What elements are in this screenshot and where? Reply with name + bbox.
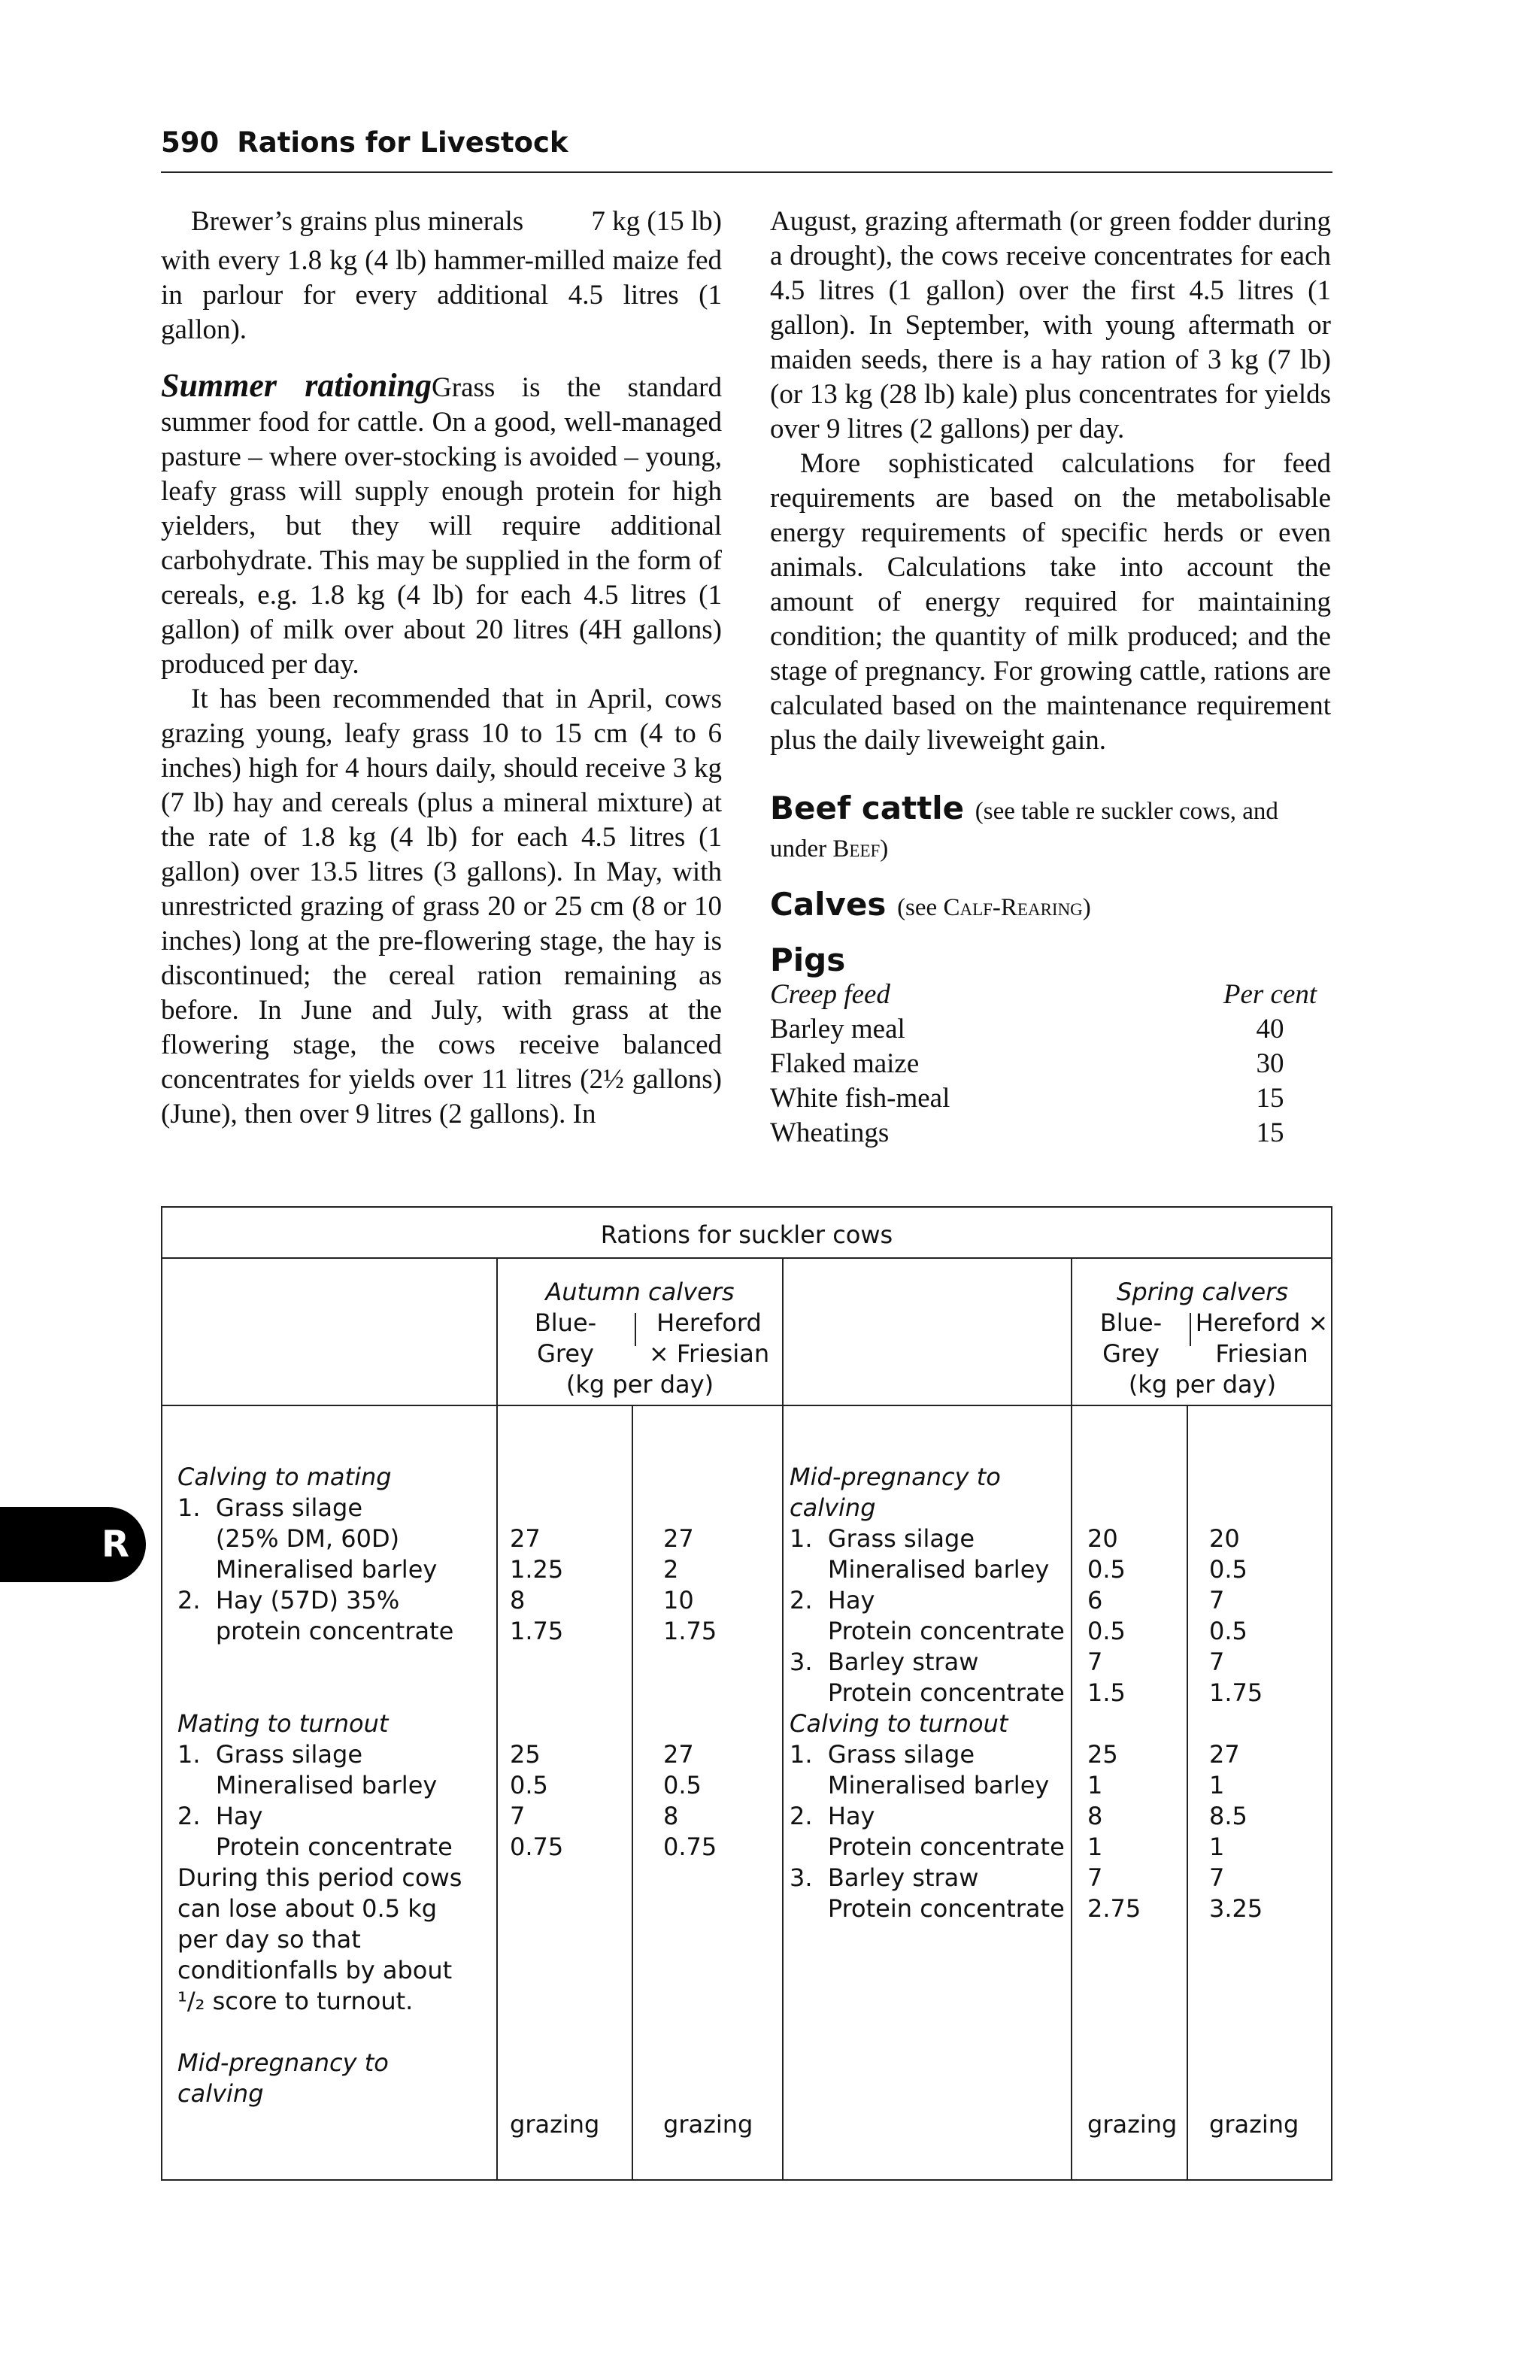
- table-row-label: 2. Hay (57D) 35%: [177, 1586, 400, 1614]
- pigs-heading: Pigs: [770, 941, 846, 978]
- table-row-label: Calving to mating: [177, 1463, 392, 1491]
- table-row-label: calving: [790, 1493, 876, 1522]
- calves-heading-text: Calves: [770, 886, 887, 923]
- table-row-label: per day so that: [177, 1925, 361, 1954]
- spring-col2-line2: Friesian: [1215, 1339, 1308, 1368]
- table-cell-col2: grazing: [1209, 2110, 1299, 2139]
- pigs-row: [770, 1081, 1326, 1116]
- table-cell-col2: 0.5: [1209, 1617, 1247, 1645]
- table-row-label: 1. Grass silage: [177, 1740, 363, 1769]
- left-column: [161, 205, 722, 1132]
- spring-header: [1072, 1277, 1332, 1308]
- pigs-item: Wheatings: [770, 1117, 890, 1148]
- maize-paragraph: with every 1.8 kg (4 lb) hammer-milled maize fed in parlour for every additional 4.5 litres (1 gallon).: [161, 245, 722, 345]
- pigs-row: [770, 1047, 1326, 1081]
- running-head: [161, 126, 587, 159]
- table-row-label: ¹/₂ score to turnout.: [177, 1987, 414, 2015]
- page-number: 590: [161, 126, 220, 159]
- table-row-label: Mineralised barley: [177, 1555, 438, 1584]
- table-row-label: can lose about 0.5 kg: [177, 1894, 438, 1923]
- table-row-label: 3. Barley straw: [790, 1648, 979, 1676]
- table-cell-col1: 7: [510, 1802, 526, 1830]
- table-cell-col2: 1.75: [1209, 1678, 1263, 1707]
- summer-text: Grass is the standard summer food for cattle. On a good, well-managed pasture – where over-stocking is avoided – young, leafy grass will supply enough protein for high yielders, but they will require additional carbohydrate. This may be supplied in the form of cereals, e.g. 1.8 kg (4 lb) for each 4.5 litres (1 gallon) of milk over about 20 litres (4H gallons) produced per day.: [161, 372, 722, 680]
- table-row-label: Mating to turnout: [177, 1709, 389, 1738]
- table-row-label: Protein concentrate: [177, 1833, 453, 1861]
- table-cell-col2: 7: [1209, 1863, 1225, 1892]
- table-cell-col2: 3.25: [1209, 1894, 1263, 1923]
- autumn-col1-header: [498, 1308, 633, 1369]
- april-paragraph: It has been recommended that in April, cows grazing young, leafy grass 10 to 15 cm (4 to 6 inches) high for 4 hours daily, should receive 3 kg (7 lb) hay and cereals (plus a mineral mixture) at the rate of 1.8 kg (4 lb) for each 4.5 litres (1 gallon) over 13.5 litres (3 gallons). In May, with unrestricted grazing of grass 20 or 25 cm (8 or 10 inches) long at the pre-flowering stage, the hay is discontinued; the cereal ration remaining as before. In June and July, with grass at the flowering stage, the cows receive balanced concentrates for yields over 11 litres (2½ gallons) (June), then over 9 litres (2 gallons). In: [161, 684, 722, 1129]
- table-cell-col1: 1.25: [510, 1555, 564, 1584]
- calves-heading: [770, 887, 1331, 925]
- table-cell-col2: 8.5: [1209, 1802, 1247, 1830]
- spring-col2-line1: Hereford ×: [1195, 1308, 1329, 1337]
- table-cell-col2: 0.75: [663, 1833, 717, 1861]
- running-title: Rations for Livestock: [237, 126, 568, 159]
- table-row-label: Protein concentrate: [790, 1894, 1065, 1923]
- section-thumb-tab: [0, 1507, 146, 1582]
- spring-col1-line1: Blue-: [1099, 1308, 1163, 1337]
- suckler-cows-table: [161, 1206, 1332, 2181]
- table-row-label: During this period cows: [177, 1863, 462, 1892]
- table-cell-col2: 8: [663, 1802, 679, 1830]
- pigs-item: White fish-meal: [770, 1083, 950, 1114]
- table-row-label: Mid-pregnancy to: [790, 1463, 1001, 1491]
- beef-note-post: ): [880, 835, 889, 863]
- pigs-value: 15: [1256, 1083, 1284, 1114]
- table-cell-col2: 27: [1209, 1740, 1240, 1769]
- pigs-item: Barley meal: [770, 1014, 905, 1044]
- table-cell-col2: 7: [1209, 1586, 1225, 1614]
- table-cell-col1: 1.5: [1087, 1678, 1126, 1707]
- pigs-value: 15: [1256, 1117, 1284, 1148]
- table-row-label: 2. Hay: [790, 1586, 875, 1614]
- beef-heading-text: Beef cattle: [770, 790, 965, 826]
- table-row-label: Mid-pregnancy to: [177, 2048, 389, 2077]
- spring-col1-line2: Grey: [1102, 1339, 1160, 1368]
- summer-paragraph: [161, 368, 722, 682]
- calves-note-pre: (see: [897, 894, 944, 921]
- beef-cattle-heading: [770, 791, 1331, 866]
- calves-note-post: ): [1082, 894, 1091, 921]
- calves-note: [897, 894, 1091, 921]
- beef-note-pre: (see table re suckler cows, and under: [770, 798, 1278, 863]
- table-row-label: 2. Hay: [177, 1802, 263, 1830]
- table-cell-col1: grazing: [1087, 2110, 1178, 2139]
- header-rule: [161, 171, 1332, 173]
- table-cell-col2: 27: [663, 1740, 694, 1769]
- pigs-value: 40: [1256, 1014, 1284, 1044]
- table-cell-col2: 10: [663, 1586, 694, 1614]
- table-row-label: Mineralised barley: [790, 1555, 1050, 1584]
- table-row-label: 1. Grass silage: [790, 1524, 975, 1553]
- table-cell-col1: 1: [1087, 1833, 1103, 1861]
- table-cell-col2: 7: [1209, 1648, 1225, 1676]
- table-cell-col2: 2: [663, 1555, 679, 1584]
- calves-note-ref: Calf-Rearing: [943, 894, 1083, 921]
- pigs-col-percent: Per cent: [1223, 979, 1317, 1010]
- table-cell-col1: 8: [1087, 1802, 1103, 1830]
- pigs-item: Flaked maize: [770, 1048, 920, 1079]
- pigs-table-header: [770, 978, 1326, 1012]
- table-cell-col1: 0.5: [1087, 1617, 1126, 1645]
- table-row-label: Protein concentrate: [790, 1617, 1065, 1645]
- table-cell-col1: 1: [1087, 1771, 1103, 1799]
- table-row-label: 1. Grass silage: [790, 1740, 975, 1769]
- table-cell-col1: 0.75: [510, 1833, 564, 1861]
- table-cell-col1: 27: [510, 1524, 541, 1553]
- table-row-label: 3. Barley straw: [790, 1863, 979, 1892]
- spring-unit: (kg per day): [1128, 1370, 1277, 1399]
- table-cell-col2: grazing: [663, 2110, 753, 2139]
- header-rule-bottom: [162, 1405, 1331, 1406]
- table-cell-col2: 27: [663, 1524, 694, 1553]
- table-row-label: Protein concentrate: [790, 1833, 1065, 1861]
- table-cell-col2: 20: [1209, 1524, 1240, 1553]
- table-row-label: Mineralised barley: [177, 1771, 438, 1799]
- pigs-row: [770, 1012, 1326, 1047]
- table-row-label: protein concentrate: [177, 1617, 454, 1645]
- table-cell-col1: 7: [1087, 1863, 1103, 1892]
- table-row-label: (25% DM, 60D): [177, 1524, 400, 1553]
- table-row-label: Protein concentrate: [790, 1678, 1065, 1707]
- pigs-col-creep: Creep feed: [770, 979, 890, 1010]
- spring-col1-header: [1072, 1308, 1190, 1369]
- autumn-col1-line2: Grey: [537, 1339, 594, 1368]
- table-cell-col1: 1.75: [510, 1617, 564, 1645]
- table-cell-col1: 25: [510, 1740, 541, 1769]
- table-cell-col1: 6: [1087, 1586, 1103, 1614]
- table-cell-col1: 25: [1087, 1740, 1118, 1769]
- pigs-row: [770, 1116, 1326, 1151]
- table-cell-col2: 1: [1209, 1833, 1225, 1861]
- grains-amount: 7 kg (15 lb): [591, 206, 722, 237]
- col-divider-autumn-mid: [632, 1405, 633, 2179]
- pigs-value: 30: [1256, 1048, 1284, 1079]
- calculation-paragraph: More sophisticated calculations for feed requirements are based on the metabolisable energy requirements of specific herds or even animals. Calculations take into account the amount of energy required for maintaining condition; the quantity of milk produced; and the stage of pregnancy. For growing cattle, rations are calculated based on the maintenance requirement plus the daily liveweight gain.: [770, 448, 1331, 756]
- spring-col2-header: [1191, 1308, 1332, 1369]
- col-divider-autumn-right: [782, 1257, 784, 2179]
- summer-heading: Summer rationing: [161, 367, 432, 404]
- table-cell-col2: 1: [1209, 1771, 1225, 1799]
- table-cell-col2: 0.5: [1209, 1555, 1247, 1584]
- autumn-header: [498, 1277, 782, 1308]
- table-row-label: 2. Hay: [790, 1802, 875, 1830]
- autumn-col2-header: [636, 1308, 782, 1369]
- table-cell-col1: 8: [510, 1586, 526, 1614]
- august-paragraph: August, grazing aftermath (or green fodder during a drought), the cows receive concentrates for each 4.5 litres (1 gallon) over the first 4.5 litres (1 gallon). In September, with young aftermath or maiden seeds, there is a hay ration of 3 kg (7 lb) (or 13 kg (28 lb) kale) plus concentrates for yields over 9 litres (2 gallons) per day.: [770, 206, 1331, 444]
- autumn-col2-line2: × Friesian: [648, 1339, 770, 1368]
- autumn-col2-line1: Hereford: [656, 1308, 762, 1337]
- grains-label: Brewer’s grains plus minerals: [191, 206, 524, 237]
- autumn-title: Autumn calvers: [545, 1278, 735, 1306]
- spring-title: Spring calvers: [1117, 1278, 1288, 1306]
- table-row-label: 1. Grass silage: [177, 1493, 363, 1522]
- table-row-label: Mineralised barley: [790, 1771, 1050, 1799]
- caption-rule: [162, 1257, 1331, 1259]
- thumb-tab-letter: R: [102, 1524, 129, 1566]
- brewers-grains-line: [161, 205, 722, 239]
- table-cell-col2: 0.5: [663, 1771, 702, 1799]
- autumn-col1-line1: Blue-: [534, 1308, 597, 1337]
- table-cell-col1: 0.5: [1087, 1555, 1126, 1584]
- right-column: [770, 205, 1331, 1151]
- autumn-unit: (kg per day): [565, 1370, 714, 1399]
- table-cell-col1: 2.75: [1087, 1894, 1141, 1923]
- table-cell-col1: 0.5: [510, 1771, 548, 1799]
- table-caption: Rations for suckler cows: [600, 1220, 893, 1249]
- table-row-label: conditionfalls by about: [177, 1956, 453, 1984]
- table-cell-col1: 7: [1087, 1648, 1103, 1676]
- table-row-label: Calving to turnout: [790, 1709, 1008, 1738]
- table-cell-col1: grazing: [510, 2110, 600, 2139]
- beef-note-ref: Beef: [832, 835, 881, 863]
- table-row-label: calving: [177, 2079, 264, 2108]
- table-cell-col2: 1.75: [663, 1617, 717, 1645]
- col-divider-spring-mid: [1187, 1405, 1188, 2179]
- table-cell-col1: 20: [1087, 1524, 1118, 1553]
- pigs-table: [770, 978, 1326, 1151]
